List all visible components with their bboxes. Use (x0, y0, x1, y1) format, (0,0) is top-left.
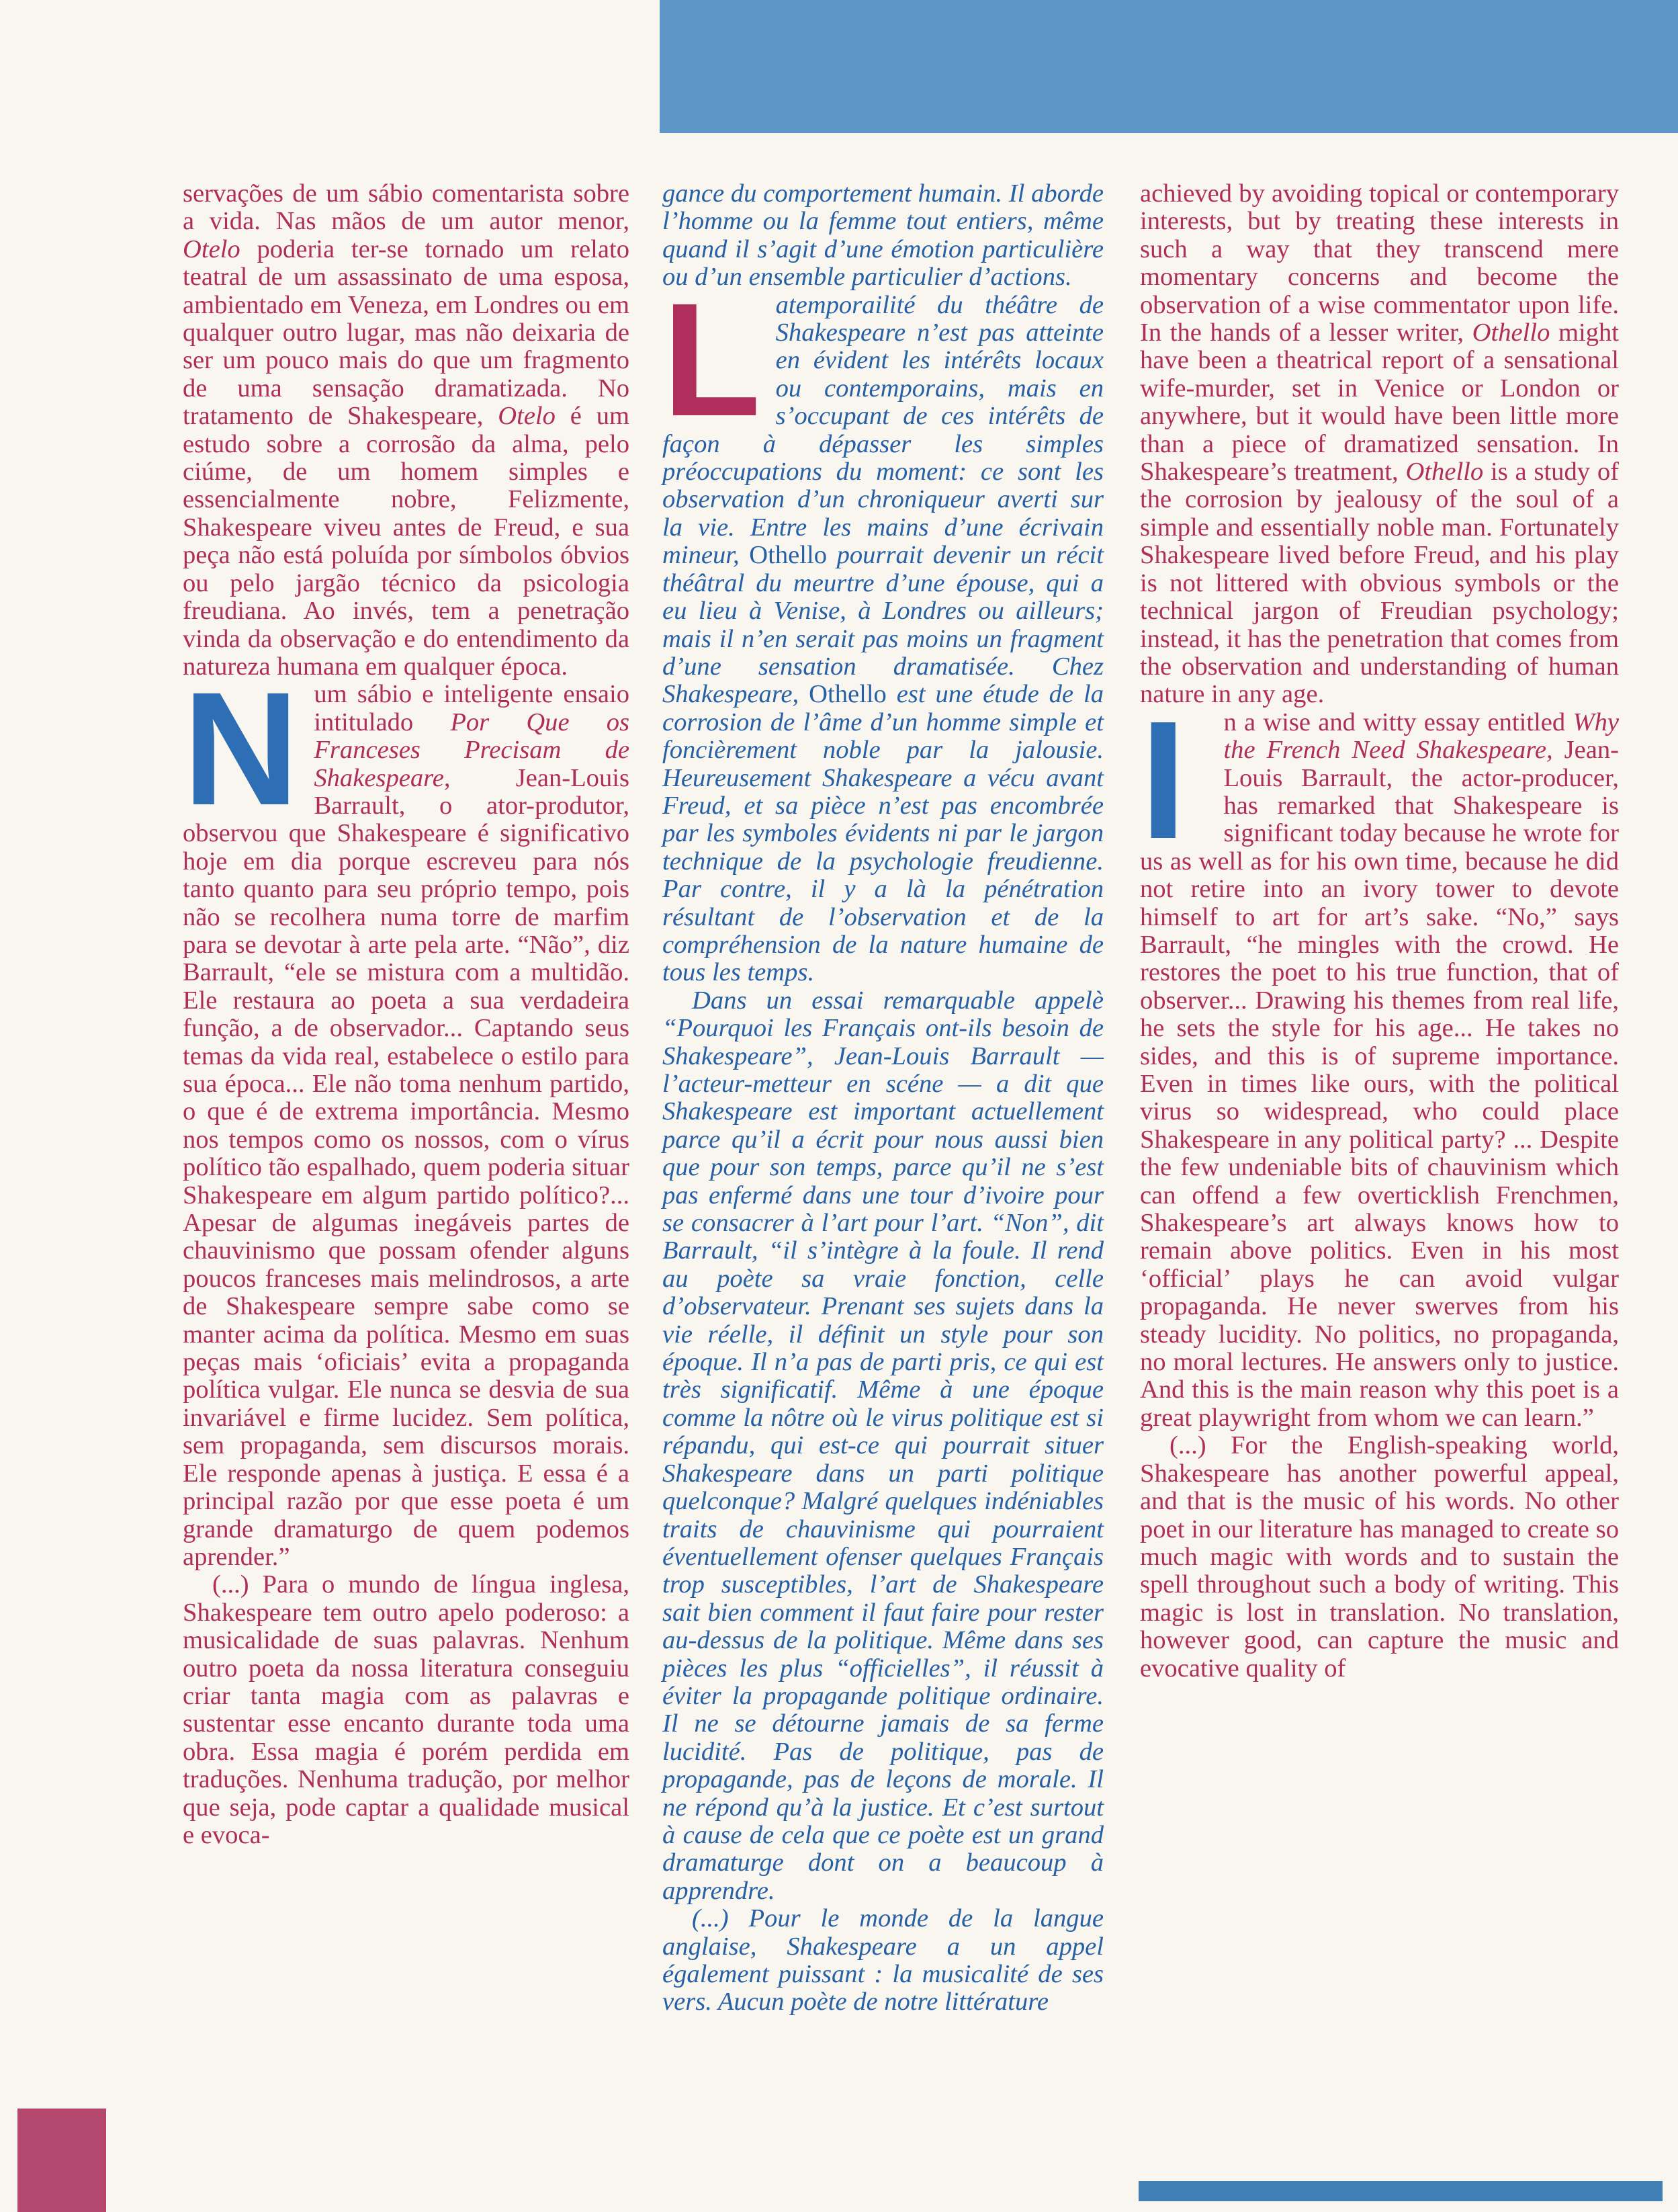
en-title-othello: Othello (1472, 318, 1550, 347)
en-text: Jean-Louis Barrault, the actor-producer, has remarked that Shakespeare is significant today because he wrote for us as well as for his own time, because he did not retire into an ivory tower to devote himself to art for art’s sake. “No,” says Barrault, “he mingles with the crowd. He restores the poet to his true function, that of observer... Drawing his themes from real life, he sets the style for his age... He takes no sides, and this is of supreme importance. Even in times like ours, with the political virus so widespread, who could place Shakespeare in any political party? ... Despite the few undeniable bits of chauvinism which can offend a few overticklish Frenchmen, Shakespeare’s art always knows how to remain above politics. Even in his most ‘official’ plays he can avoid vulgar propaganda. He never swerves from his steady lucidity. No politics, no propaganda, no moral lectures. He answers only to justice. And this is the main reason why this poet is a great playwright from whom we can learn.” (1140, 736, 1619, 1432)
top-color-band (660, 0, 1678, 133)
fr-paragraph-3 (662, 987, 1104, 1905)
fr-text: Dans un essai remarquable appelè “Pourquoi les Français ont-ils besoin de Shakespeare”, Jean-Louis Barrault — l’acteur-metteur en scéne — a dit que Shakespeare est important actuellement parce qu’il a écrit pour nous aussi bien que pour son temps, parce qu’il ne s’est pas enfermé dans une tour d’ivoire pour se consacrer à l’art pour l’art. “Non”, dit Barrault, “il s’intègre à la foule. Il rend au poète sa vraie fonction, celle d’observateur. Prenant ses sujets dans la vie réelle, il définit un style pour son époque. Il n’a pas de parti pris, ce qui est très significatif. Même à une époque comme la nôtre où le virus politique est si répandu, qui est-ce qui pourrait situer Shakespeare dans un parti politique quelconque? Malgré quelques indéniables traits de chauvinisme qui pourraient éventuellement ofenser quelques Français trop susceptibles, l’art de Shakespeare sait bien comment il faut faire pour rester au-dessus de la politique. Même dans ses pièces les plus “officielles”, il réussit à éviter la propagande politique ordinaire. Il ne se détourne jamais de sa ferme lucidité. Pas de politique, pas de propagande, pas de leçons de morale. Il ne répond qu’à la justice. Et c’est surtout à cause de cela que ce poète est un grand dramaturge dont on a beaucoup à apprendre. (662, 986, 1104, 1905)
pt-text: (...) Para o mundo de língua inglesa, Shakespeare tem outro apelo poderoso: a musicalidade de suas palavras. Nenhum outro poeta da nossa literatura conseguiu criar tanta magia com as palavras e sustentar esse encanto durante toda uma obra. Essa magia é porém perdida em traduções. Nenhuma tradução, por melhor que seja, pode captar a qualidade musical e evoca- (183, 1570, 629, 1849)
en-text: n a wise and witty essay entitled (1223, 708, 1573, 736)
fr-text: atemporailité du théâtre de Shakespeare n’est pas atteinte en évident les intérêts locaux ou contemporains, mais en s’occupant de ces intérêts de façon à dépasser les simples préoccupations du moment: ce sont les observation d’un chroniqueur averti sur la vie. Entre les mains d’une écrivain mineur, (662, 290, 1104, 570)
pt-paragraph-2 (183, 658, 630, 1571)
en-drop-cap: I (1140, 685, 1187, 874)
fr-text: gance du comportement humain. Il aborde l’homme ou la femme tout entiers, même quand il s’agit d’une émotion particulière ou d’un ensemble particulier d’actions. (662, 179, 1104, 292)
en-paragraph-2 (1140, 685, 1619, 1433)
fr-text: est une étude de la corrosion de l’âme d’un homme simple et foncièrement noble par la jalousie. Heureusement Shakespeare a vécu avant Freud, et sa pièce n’est pas encombrée par les symboles évidents ni par le jargon technique de la psychologie freudienne. Par contre, il y a là la pénétration résultant de l’observation et de la compréhension de la nature humaine de tous les temps. (662, 680, 1104, 987)
fr-name-othello: Othello (749, 541, 827, 570)
pt-paragraph-3 (183, 1571, 629, 1849)
en-title-othello: Othello (1405, 458, 1484, 486)
en-essay-title: Why the French Need Shakespeare, (1223, 708, 1619, 765)
en-text: achieved by avoiding topical or contemporary interests, but by treating these interests in such a way that they transcend mere momentary concerns and become the observation of a wise commentator upon life. In the hands of a lesser writer, (1140, 179, 1619, 347)
fr-paragraph-2 (662, 269, 1104, 987)
en-text: (...) For the English-speaking world, Shakespeare has another powerful appeal, and that is the music of his words. No other poet in our literature has managed to create so much magic with words and to sustain the spell throughout such a body of writing. This magic is lost in translation. No translation, however good, can capture the music and evocative quality of (1140, 1431, 1619, 1683)
french-column (662, 180, 1104, 2016)
corner-color-block (17, 2109, 106, 2212)
pt-paragraph-1 (183, 180, 629, 681)
en-paragraph-3 (1140, 1432, 1619, 1683)
pt-title-otelo: Otelo (183, 235, 240, 263)
pt-essay-title: Por Que os Franceses Precisam de Shakespeare, (314, 708, 630, 792)
pt-text: um sábio e inteligente ensaio intitulado (314, 680, 629, 736)
en-paragraph-1 (1140, 180, 1619, 709)
en-text: might have been a theatrical report of a sensational wife-murder, set in Venice or London or anywhere, but it would have been little more than a piece of dramatized sensation. In Shakespeare’s treatment, (1140, 318, 1619, 486)
bottom-color-stripe (1139, 2181, 1663, 2201)
english-column (1140, 180, 1619, 1683)
portuguese-column (183, 180, 629, 1849)
fr-paragraph-4 (662, 1905, 1104, 2016)
pt-text: Jean-Louis Barrault, o ator-produtor, observou que Shakespeare é significativo hoje em dia porque escreveu para nós tanto quanto para seu próprio tempo, pois não se recolhera numa torre de marfim para se devotar à arte pela arte. “Não”, diz Barrault, “ele se mistura com a multidão. Ele restaura ao poeta a sua verdadeira função, a de observador... Captando seus temas da vida real, estabelece o estilo para sua época... Ele não toma nenhum partido, o que é de extrema importância. Mesmo nos tempos como os nossos, com o vírus político tão espalhado, quem poderia situar Shakespeare em algum partido político?... Apesar de algumas inegáveis partes de chauvinismo que possam ofender alguns poucos franceses mais melindrosos, a arte de Shakespeare sempre sabe como se manter acima da política. Mesmo em suas peças mais ‘oficiais’ evita a propaganda política vulgar. Ele nunca se desvia de sua invariável e firme lucidez. Sem política, sem propaganda, sem discursos morais. Ele responde apenas à justiça. E essa é a principal razão por que esse poeta é um grande dramaturgo de quem podemos aprender.” (183, 763, 629, 1571)
pt-text: poderia ter-se tornado um relato teatral de um assassinato de uma esposa, ambientado em Veneza, em Londres ou em qualquer outro lugar, mas não deixaria de ser um pouco mais do que um fragmento de uma sensação dramatizada. No tratamento de Shakespeare, (183, 235, 629, 431)
fr-name-othello: Othello (809, 680, 887, 709)
fr-text: (...) Pour le monde de la langue anglaise, Shakespeare a un appel également puissant : la musicalité de ses vers. Aucun poète de notre littérature (662, 1904, 1104, 2016)
fr-text: pourrait devenir un récit théâtral du meurtre d’une épouse, qui a eu lieu à Venise, à Londres ou ailleurs; mais il n’en serait pas moins un fragment d’une sensation dramatisée. Chez Shakespeare, (662, 541, 1104, 709)
pt-text: servações de um sábio comentarista sobre a vida. Nas mãos de um autor menor, (183, 179, 629, 236)
en-text: is a study of the corrosion by jealousy of the soul of a simple and essentially noble man. Fortunately Shakespeare lived before Freud, and his play is not littered with obvious symbols or the technical jargon of Freudian psychology; instead, it has the penetration that comes from the observation and understanding of human nature in any age. (1140, 458, 1619, 709)
pt-title-otelo: Otelo (498, 402, 556, 431)
fr-paragraph-1 (662, 180, 1104, 292)
pt-text: é um estudo sobre a corrosão da alma, pelo ciúme, de um homem simples e essencialmente nobre, Felizmente, Shakespeare viveu antes de Freud, e sua peça não está poluída por símbolos óbvios ou pelo jargão técnico da psicologia freudiana. Ao invés, tem a penetração vinda da observação e do entendimento da natureza humana em qualquer época. (183, 402, 629, 681)
fr-drop-cap: L (662, 269, 761, 450)
pt-drop-cap: N (183, 658, 300, 839)
